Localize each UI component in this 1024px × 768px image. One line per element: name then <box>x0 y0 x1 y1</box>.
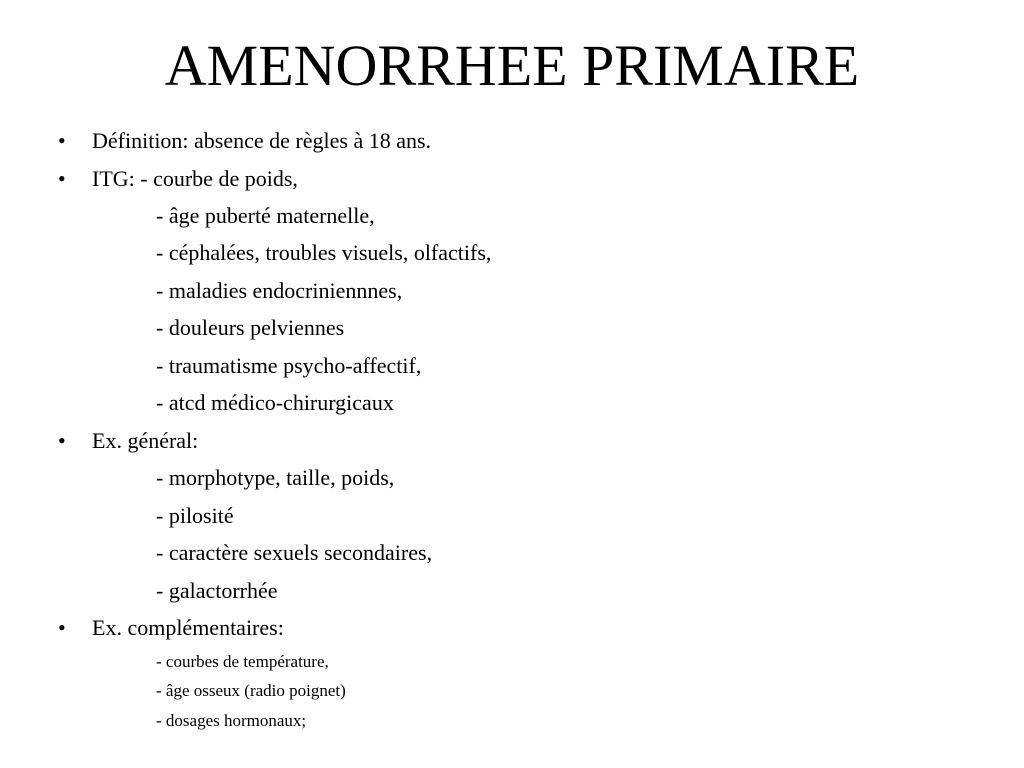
sub-item-text: - courbes de température, <box>156 652 329 671</box>
sub-item-text: - pilosité <box>156 503 234 528</box>
bullet-marker: • <box>58 128 66 153</box>
bullet-marker: • <box>58 166 66 191</box>
bullet-text: ITG: - courbe de poids, <box>92 166 298 191</box>
sub-item-text: - âge puberté maternelle, <box>156 203 375 228</box>
bullet-marker: • <box>58 615 66 640</box>
sub-item-text: - âge osseux (radio poignet) <box>156 681 346 700</box>
bullet-text: Ex. général: <box>92 428 199 453</box>
sub-item-text: - maladies endocriniennnes, <box>156 278 403 303</box>
bullet-text: Ex. complémentaires: <box>92 615 284 640</box>
sub-item-text: - caractère sexuels secondaires, <box>156 540 433 565</box>
sub-item-text: - atcd médico-chirurgicaux <box>156 390 394 415</box>
sub-item-text: - dosages hormonaux; <box>156 711 307 730</box>
bullet-marker: • <box>58 428 66 453</box>
sub-item-text: - traumatisme psycho-affectif, <box>156 353 422 378</box>
sub-item-text: - morphotype, taille, poids, <box>156 465 395 490</box>
bullet-text: Définition: absence de règles à 18 ans. <box>92 128 432 153</box>
sub-item-text: - céphalées, troubles visuels, olfactifs, <box>156 240 492 265</box>
sub-item-text: - galactorrhée <box>156 578 278 603</box>
slide-title: AMENORRHEE PRIMAIRE <box>164 33 860 98</box>
sub-item-text: - douleurs pelviennes <box>156 315 345 340</box>
